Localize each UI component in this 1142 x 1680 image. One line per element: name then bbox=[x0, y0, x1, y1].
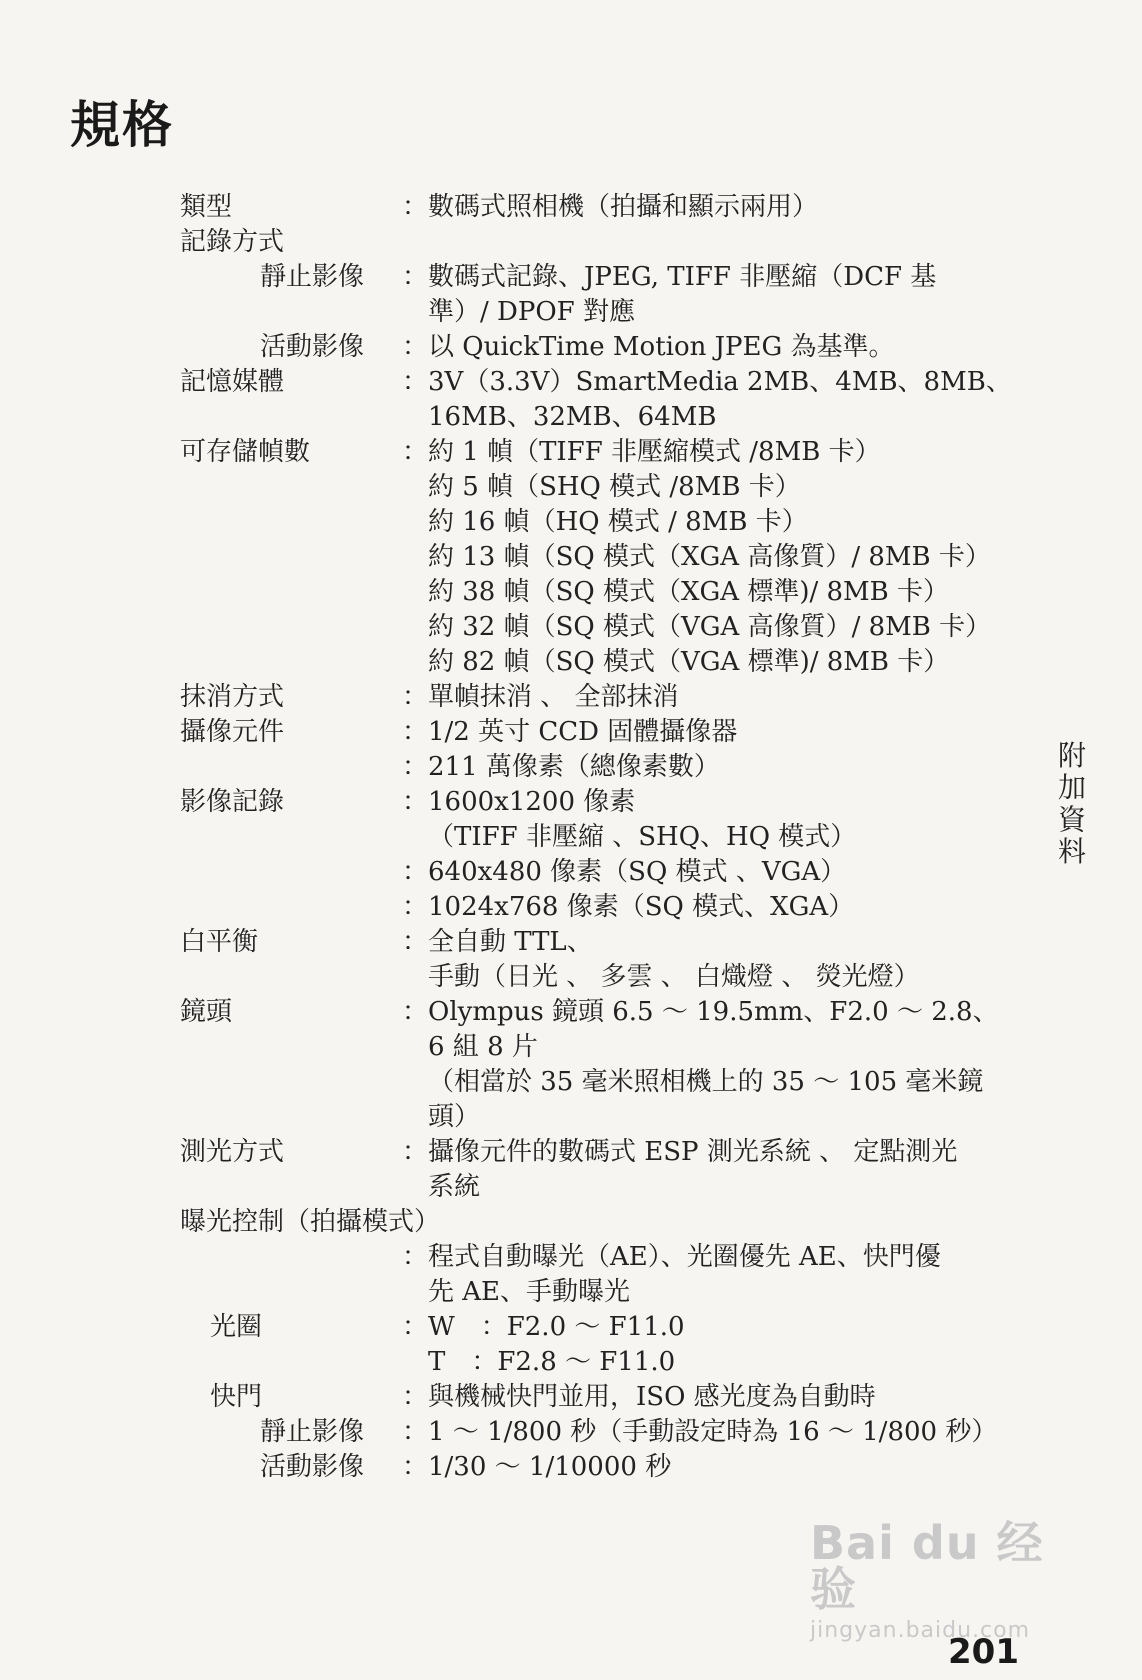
spec-value-line: 手動（日光 、 多雲 、 白熾燈 、 熒光燈） bbox=[428, 962, 920, 992]
spec-label: 記錄方式 bbox=[180, 227, 285, 257]
spec-value-line: 單幀抹消 、 全部抹消 bbox=[428, 682, 679, 712]
spec-colon: ： bbox=[402, 752, 429, 782]
spec-values bbox=[428, 330, 1040, 365]
spec-colon: ： bbox=[402, 367, 429, 397]
spec-value-line: 1/30 ～ 1/10000 秒 bbox=[428, 1452, 672, 1482]
spec-label: 靜止影像 bbox=[260, 262, 365, 292]
spec-row bbox=[180, 785, 1040, 855]
spec-value-line: W ：F2.0 ～ F11.0 bbox=[428, 1312, 685, 1342]
side-tab-char: 加 bbox=[1057, 771, 1086, 804]
spec-values bbox=[428, 435, 1040, 680]
spec-row bbox=[180, 1205, 1040, 1240]
spec-value-line: 頭） bbox=[428, 1102, 481, 1132]
spec-values bbox=[428, 260, 1040, 330]
spec-value-line: 16MB、32MB、64MB bbox=[428, 402, 717, 432]
spec-row bbox=[180, 1380, 1040, 1415]
spec-label: 影像記錄 bbox=[180, 787, 285, 817]
spec-value-line: Olympus 鏡頭 6.5 ～ 19.5mm、F2.0 ～ 2.8、 bbox=[428, 997, 999, 1027]
spec-colon: ： bbox=[402, 997, 429, 1027]
spec-colon: ： bbox=[402, 1242, 429, 1272]
spec-colon: ： bbox=[402, 892, 429, 922]
side-tab-appendix bbox=[1055, 740, 1089, 868]
spec-values bbox=[428, 855, 1040, 890]
spec-colon: ： bbox=[402, 332, 429, 362]
spec-label: 鏡頭 bbox=[180, 997, 233, 1027]
spec-value-line: 1024x768 像素（SQ 模式、XGA） bbox=[428, 892, 855, 922]
spec-colon: ： bbox=[402, 682, 429, 712]
spec-values bbox=[428, 1415, 1040, 1450]
spec-colon: ： bbox=[402, 1417, 429, 1447]
spec-value-line: 以 QuickTime Motion JPEG 為基準。 bbox=[428, 332, 895, 362]
spec-value-line: 6 組 8 片 bbox=[428, 1032, 538, 1062]
spec-label: 靜止影像 bbox=[260, 1417, 365, 1447]
spec-label: 光圈 bbox=[210, 1312, 263, 1342]
watermark-logo: Bai du 经验 bbox=[810, 1516, 1044, 1616]
page-number: 201 bbox=[948, 1632, 1019, 1672]
spec-row bbox=[180, 995, 1040, 1135]
spec-value-line: 211 萬像素（總像素數） bbox=[428, 752, 720, 782]
spec-value-line: 約 38 幀（SQ 模式（XGA 標準)/ 8MB 卡） bbox=[428, 577, 950, 607]
spec-colon: ： bbox=[402, 787, 429, 817]
spec-values bbox=[428, 1135, 1040, 1205]
spec-value-line: 3V（3.3V）SmartMedia 2MB、4MB、8MB、 bbox=[428, 367, 1012, 397]
spec-values bbox=[428, 715, 1040, 750]
spec-label: 測光方式 bbox=[180, 1137, 285, 1167]
spec-label: 抹消方式 bbox=[180, 682, 285, 712]
spec-value-line: T ：F2.8 ～ F11.0 bbox=[428, 1347, 676, 1377]
spec-values bbox=[428, 1240, 1040, 1310]
spec-row bbox=[180, 855, 1040, 890]
spec-row bbox=[180, 225, 1040, 260]
spec-row bbox=[180, 1415, 1040, 1450]
spec-label: 可存儲幀數 bbox=[180, 437, 311, 467]
spec-colon: ： bbox=[402, 1382, 429, 1412]
spec-value-line: （TIFF 非壓縮 、SHQ、HQ 模式） bbox=[428, 822, 857, 852]
spec-colon: ： bbox=[402, 1452, 429, 1482]
spec-colon: ： bbox=[402, 192, 429, 222]
spec-row bbox=[180, 750, 1040, 785]
spec-label: 曝光控制（拍攝模式） bbox=[180, 1207, 441, 1237]
spec-label: 活動影像 bbox=[260, 332, 365, 362]
spec-value-line: 約 82 幀（SQ 模式（VGA 標準)/ 8MB 卡） bbox=[428, 647, 950, 677]
spec-row bbox=[180, 715, 1040, 750]
spec-row bbox=[180, 1450, 1040, 1485]
spec-colon: ： bbox=[402, 717, 429, 747]
spec-label: 快門 bbox=[210, 1382, 263, 1412]
spec-values bbox=[428, 925, 1040, 995]
spec-values bbox=[428, 680, 1040, 715]
spec-row bbox=[180, 925, 1040, 995]
spec-value-line: 640x480 像素（SQ 模式 、VGA） bbox=[428, 857, 847, 887]
spec-value-line: 程式自動曝光（AE）、光圈優先 AE、快門優 bbox=[428, 1242, 941, 1272]
spec-values bbox=[428, 750, 1040, 785]
spec-value-line: 約 5 幀（SHQ 模式 /8MB 卡） bbox=[428, 472, 801, 502]
spec-value-line: 1 ～ 1/800 秒（手動設定時為 16 ～ 1/800 秒） bbox=[428, 1417, 998, 1447]
spec-value-line: 約 13 幀（SQ 模式（XGA 高像質）/ 8MB 卡） bbox=[428, 542, 991, 572]
watermark bbox=[810, 1516, 1080, 1643]
spec-value-line: 與機械快門並用，ISO 感光度為自動時 bbox=[428, 1382, 876, 1412]
spec-colon: ： bbox=[402, 1137, 429, 1167]
spec-value-line: （相當於 35 毫米照相機上的 35 ～ 105 毫米鏡 bbox=[428, 1067, 984, 1097]
spec-value-line: 數碼式照相機（拍攝和顯示兩用） bbox=[428, 192, 819, 222]
watermark-url: jingyan.baidu.com bbox=[810, 1618, 1031, 1643]
spec-value-line: 攝像元件的數碼式 ESP 測光系統 、 定點測光 bbox=[428, 1137, 958, 1167]
spec-row bbox=[180, 1135, 1040, 1205]
spec-row bbox=[180, 680, 1040, 715]
spec-row bbox=[180, 330, 1040, 365]
spec-label: 記憶媒體 bbox=[180, 367, 285, 397]
spec-colon: ： bbox=[402, 1312, 429, 1342]
spec-value-line: 約 16 幀（HQ 模式 / 8MB 卡） bbox=[428, 507, 808, 537]
spec-value-line: 1600x1200 像素 bbox=[428, 787, 636, 817]
page-title: 規格 bbox=[70, 96, 174, 154]
spec-colon: ： bbox=[402, 927, 429, 957]
side-tab-char: 料 bbox=[1057, 835, 1086, 868]
spec-values bbox=[428, 1450, 1040, 1485]
spec-label: 攝像元件 bbox=[180, 717, 285, 747]
spec-colon: ： bbox=[402, 857, 429, 887]
spec-row bbox=[180, 1240, 1040, 1310]
spec-row bbox=[180, 435, 1040, 680]
spec-value-line: 系統 bbox=[428, 1172, 481, 1202]
spec-values bbox=[428, 190, 1040, 225]
spec-row bbox=[180, 190, 1040, 225]
spec-values bbox=[428, 1310, 1040, 1380]
spec-colon: ： bbox=[402, 437, 429, 467]
spec-values bbox=[428, 890, 1040, 925]
spec-label: 類型 bbox=[180, 192, 233, 222]
spec-value-line: 全自動 TTL、 bbox=[428, 927, 593, 957]
spec-values bbox=[428, 1380, 1040, 1415]
spec-values bbox=[428, 785, 1040, 855]
spec-table bbox=[180, 190, 1040, 1485]
spec-row bbox=[180, 890, 1040, 925]
spec-row bbox=[180, 260, 1040, 330]
spec-row bbox=[180, 1310, 1040, 1380]
spec-value-line: 約 32 幀（SQ 模式（VGA 高像質）/ 8MB 卡） bbox=[428, 612, 992, 642]
spec-values bbox=[428, 995, 1040, 1135]
spec-value-line: 約 1 幀（TIFF 非壓縮模式 /8MB 卡） bbox=[428, 437, 881, 467]
spec-value-line: 先 AE、手動曝光 bbox=[428, 1277, 631, 1307]
side-tab-char: 附 bbox=[1057, 739, 1086, 772]
spec-value-line: 準）/ DPOF 對應 bbox=[428, 297, 635, 327]
side-tab-char: 資 bbox=[1057, 803, 1086, 836]
spec-row bbox=[180, 365, 1040, 435]
spec-value-line: 1/2 英寸 CCD 固體攝像器 bbox=[428, 717, 738, 747]
spec-label: 活動影像 bbox=[260, 1452, 365, 1482]
spec-value-line: 數碼式記錄、JPEG, TIFF 非壓縮（DCF 基 bbox=[428, 262, 937, 292]
spec-colon: ： bbox=[402, 262, 429, 292]
spec-label: 白平衡 bbox=[180, 927, 259, 957]
spec-values bbox=[428, 365, 1040, 435]
